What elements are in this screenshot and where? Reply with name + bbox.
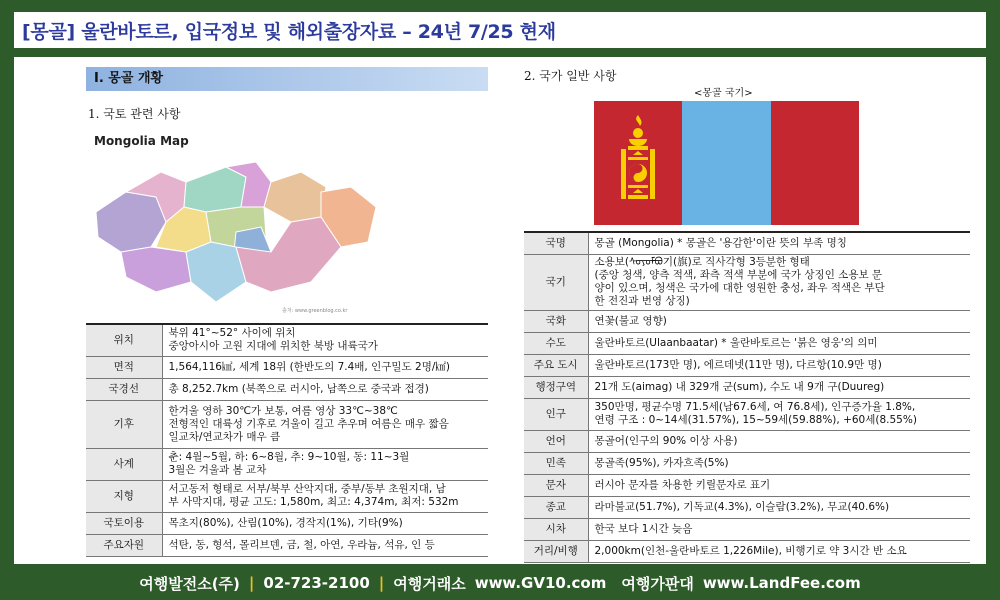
row-value xyxy=(588,452,970,474)
row-value-line: 연꽃(불교 영향) xyxy=(594,314,667,327)
row-value xyxy=(162,378,488,400)
row-value xyxy=(588,518,970,540)
row-label: 민족 xyxy=(524,452,588,474)
flag-middle-stripe xyxy=(682,101,771,225)
row-label: 시차 xyxy=(524,518,588,540)
page-title: [몽골] 울란바토르, 입국정보 및 해외출장자료 – 24년 7/25 현재 xyxy=(22,20,556,43)
table-row xyxy=(86,480,488,512)
row-value-line: 몽골어(인구의 90% 이상 사용) xyxy=(594,434,738,447)
row-value xyxy=(162,356,488,378)
row-label: 수도 xyxy=(524,332,588,354)
map-credit: 출처: www.greenblog.co.kr xyxy=(282,308,348,314)
section-heading: Ⅰ. 몽골 개황 xyxy=(86,67,488,91)
row-value-line: 3월은 겨울과 봄 교차 xyxy=(168,464,267,476)
row-value xyxy=(588,376,970,398)
map-region-northeast xyxy=(264,172,326,222)
row-value xyxy=(162,448,488,480)
footer-label-stand: 여행가판대 xyxy=(621,574,694,593)
title-bar xyxy=(14,12,986,48)
mongolia-map-image xyxy=(86,152,386,312)
row-label: 주요자원 xyxy=(86,534,162,556)
table-row xyxy=(524,496,970,518)
row-label: 행정구역 xyxy=(524,376,588,398)
row-value-line: 한겨울 영하 30℃가 보통, 여름 영상 33℃~38℃ xyxy=(168,404,398,417)
flag-left-stripe xyxy=(594,101,682,225)
row-value xyxy=(588,540,970,562)
subheading-territory: 1. 국토 관련 사항 xyxy=(88,107,181,121)
row-value-line: 중앙아시아 고원 지대에 위치한 북방 내륙국가 xyxy=(168,340,378,353)
footer-separator: | xyxy=(378,574,385,592)
table-row xyxy=(524,398,970,430)
flag-caption: <몽골 국기> xyxy=(694,88,753,99)
row-value xyxy=(588,474,970,496)
footer-company: 여행발전소(주) xyxy=(139,574,240,593)
row-value-line: 석탄, 동, 형석, 몰리브덴, 금, 철, 아연, 우라늄, 석유, 인 등 xyxy=(168,538,435,551)
row-value-line: 몽골 (Mongolia) * 몽골은 '용감한'이란 뜻의 부족 명칭 xyxy=(594,236,847,249)
row-label: 사계 xyxy=(86,448,162,480)
map-region-southwest xyxy=(121,247,191,292)
table-row xyxy=(86,324,488,356)
row-label: 국경선 xyxy=(86,378,162,400)
table-row xyxy=(524,452,970,474)
table-row xyxy=(86,378,488,400)
row-label: 국토이용 xyxy=(86,512,162,534)
mongolia-flag-image xyxy=(594,101,859,225)
row-value-line: 울란바토르(173만 명), 에르데넷(11만 명), 다르항(10.9만 명) xyxy=(594,358,882,371)
table-row xyxy=(524,376,970,398)
general-info-table xyxy=(524,231,970,563)
row-label: 국화 xyxy=(524,310,588,332)
row-value xyxy=(588,232,970,254)
table-row xyxy=(524,540,970,562)
row-value-line: 부 사막지대, 평균 고도: 1,580m, 최고: 4,374m, 최저: 532m xyxy=(168,496,459,508)
row-value-line: 21개 도(aimag) 내 329개 군(sum), 수도 내 9개 구(Duureg) xyxy=(594,380,885,393)
row-value xyxy=(588,332,970,354)
table-row xyxy=(524,310,970,332)
flag-right-stripe xyxy=(771,101,859,225)
row-value-line: 양이 있으며, 청색은 국가에 대한 영원한 충성, 좌우 적색은 부단 xyxy=(594,282,885,294)
table-row xyxy=(524,254,970,310)
row-value-line: 연령 구조 : 0~14세(31.57%), 15~59세(59.88%), +60세(8.55%) xyxy=(594,414,917,426)
row-value-line: 2,000km(인천-울란바토르 1,226Mile), 비행기로 약 3시간 반 소요 xyxy=(594,544,907,557)
row-label: 거리/비행 xyxy=(524,540,588,562)
table-row xyxy=(524,232,970,254)
footer-bar xyxy=(0,568,1000,598)
table-row xyxy=(86,534,488,556)
row-value-line: 전형적인 대륙성 기후로 겨울이 길고 추우며 여름은 매우 짧음 xyxy=(168,417,449,430)
subheading-general: 2. 국가 일반 사항 xyxy=(524,69,617,83)
row-value-line: 1,564,116㎢, 세계 18위 (한반도의 7.4배, 인구밀도 2명/㎢) xyxy=(168,360,450,373)
table-row xyxy=(86,356,488,378)
map-title: Mongolia Map xyxy=(94,134,189,148)
row-value xyxy=(162,400,488,448)
row-value-line: 350만명, 평균수명 71.5세(남67.6세, 여 76.8세), 인구증가율 1.8%, xyxy=(594,401,916,413)
footer-link-gv10[interactable]: www.GV10.com xyxy=(474,574,607,592)
row-value-line: 목초지(80%), 산림(10%), 경작지(1%), 기타(9%) xyxy=(168,516,403,529)
row-label: 지형 xyxy=(86,480,162,512)
row-label: 국명 xyxy=(524,232,588,254)
row-value-line: 북위 41°~52° 사이에 위치 xyxy=(168,327,296,340)
table-row xyxy=(86,512,488,534)
row-value-line: 한국 보다 1시간 늦음 xyxy=(594,522,693,535)
table-row xyxy=(86,448,488,480)
row-value-line: 라마불교(51.7%), 기독교(4.3%), 이슬람(3.2%), 무교(40.6%) xyxy=(594,500,890,513)
territory-table xyxy=(86,323,488,557)
row-label: 면적 xyxy=(86,356,162,378)
row-label: 국기 xyxy=(524,254,588,310)
row-value xyxy=(162,324,488,356)
row-value xyxy=(588,310,970,332)
row-value xyxy=(588,354,970,376)
row-value xyxy=(588,398,970,430)
row-value-line: 서고동저 형태로 서부/북부 산악지대, 중부/동부 초원지대, 남 xyxy=(168,483,446,495)
row-value xyxy=(588,254,970,310)
row-value-line: 러시아 문자를 차용한 키릴문자로 표기 xyxy=(594,478,771,491)
map-region-west xyxy=(96,192,166,252)
row-value-line: (중앙 청색, 양측 적색, 좌측 적색 부분에 국가 상징인 소용보 문 xyxy=(594,269,883,281)
table-row xyxy=(524,518,970,540)
row-label: 문자 xyxy=(524,474,588,496)
row-label: 위치 xyxy=(86,324,162,356)
row-label: 인구 xyxy=(524,398,588,430)
soyombo-icon xyxy=(618,113,658,213)
row-label: 기후 xyxy=(86,400,162,448)
row-value-line: 몽골족(95%), 카자흐족(5%) xyxy=(594,456,729,469)
row-label: 주요 도시 xyxy=(524,354,588,376)
row-value-line: 소용보(ᠰᠣᠶᠣᠮᠪᠣ기(旗)로 직사각형 3등분한 형태 xyxy=(594,256,810,268)
table-row xyxy=(524,332,970,354)
right-column xyxy=(504,57,986,564)
footer-label-exchange: 여행거래소 xyxy=(393,574,466,593)
row-value xyxy=(162,534,488,556)
map-region-north xyxy=(184,167,246,212)
row-value xyxy=(162,512,488,534)
row-value-line: 춘: 4월~5월, 하: 6~8월, 추: 9~10월, 동: 11~3월 xyxy=(168,451,410,463)
left-column xyxy=(14,57,502,564)
table-row xyxy=(524,354,970,376)
row-value xyxy=(162,480,488,512)
table-row xyxy=(524,430,970,452)
row-label: 종교 xyxy=(524,496,588,518)
row-value-line: 일교차/연교차가 매우 큼 xyxy=(168,430,281,443)
row-value-line: 한 전진과 번영 상징) xyxy=(594,295,690,307)
row-value-line: 총 8,252.7km (북쪽으로 러시아, 남쪽으로 중국과 접경) xyxy=(168,382,429,395)
footer-phone: 02-723-2100 xyxy=(263,574,370,592)
row-label: 언어 xyxy=(524,430,588,452)
row-value-line: 울란바토르(Ulaanbaatar) * 울란바토르는 '붉은 영웅'의 의미 xyxy=(594,336,878,349)
footer-link-landfee[interactable]: www.LandFee.com xyxy=(702,574,861,592)
row-value xyxy=(588,496,970,518)
table-row xyxy=(524,474,970,496)
document-body xyxy=(14,57,986,564)
table-row xyxy=(86,400,488,448)
row-value xyxy=(588,430,970,452)
footer-separator: | xyxy=(248,574,255,592)
